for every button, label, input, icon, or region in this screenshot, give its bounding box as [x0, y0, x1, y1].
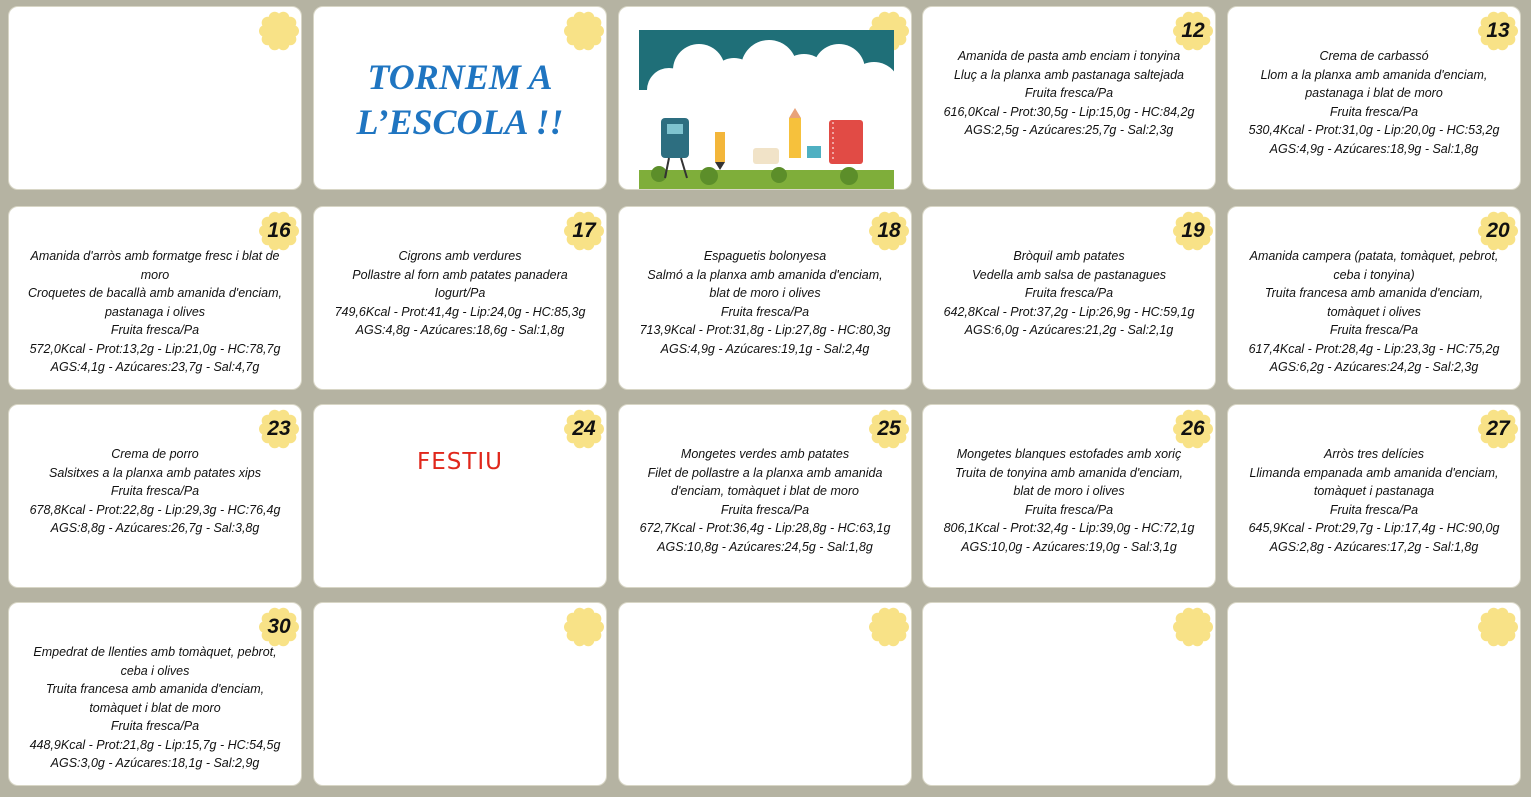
menu-line: pastanaga i blat de moro — [1305, 86, 1443, 100]
menu-line: tomàquet i blat de moro — [89, 700, 221, 715]
day-cell — [1227, 206, 1521, 390]
menu-line: AGS:6,2g - Azúcares:24,2g - Sal:2,3g — [1269, 360, 1479, 374]
menu-line: ceba i tonyina) — [1333, 267, 1415, 282]
day-cell — [618, 206, 912, 390]
day-menu — [1232, 47, 1516, 158]
day-menu — [927, 445, 1211, 556]
day-cell — [618, 404, 912, 588]
menu-line: Croquetes de bacallà amb amanida d'enciam, — [28, 286, 282, 300]
menu-line: Salsitxes a la planxa amb patates xips — [49, 465, 261, 480]
day-cell — [922, 404, 1216, 588]
day-number: 20 — [1486, 219, 1510, 242]
banner-line-2: L’ESCOLA !! — [356, 102, 564, 142]
day-number: 17 — [572, 219, 596, 242]
day-number: 18 — [877, 219, 901, 242]
day-number: 13 — [1486, 19, 1510, 42]
menu-line: Bròquil amb patates — [1013, 249, 1125, 263]
day-cell — [8, 602, 302, 786]
menu-line: moro — [140, 267, 170, 282]
menu-line: Fruita fresca/Pa — [1329, 323, 1419, 337]
menu-line: Mongetes blanques estofades amb xoriç — [956, 447, 1182, 461]
menu-line: 617,4Kcal - Prot:28,4g - Lip:23,3g - HC:75,2g — [1248, 341, 1500, 356]
menu-line: Empedrat de llenties amb tomàquet, pebrot, — [33, 645, 277, 659]
day-menu — [13, 643, 297, 773]
sun-badge-icon — [259, 11, 299, 51]
menu-line: d'enciam, tomàquet i blat de moro — [671, 484, 859, 498]
menu-line: AGS:4,1g - Azúcares:23,7g - Sal:4,7g — [50, 360, 260, 374]
day-menu — [13, 247, 297, 377]
sun-badge-icon — [259, 211, 299, 251]
sun-badge-icon — [1478, 409, 1518, 449]
banner-cell — [313, 6, 607, 190]
menu-line: Pollastre al forn amb patates panadera — [352, 267, 568, 282]
menu-line: 616,0Kcal - Prot:30,5g - Lip:15,0g - HC:84,2g — [943, 104, 1195, 119]
menu-line: AGS:10,8g - Azúcares:24,5g - Sal:1,8g — [657, 539, 873, 554]
day-menu — [927, 47, 1211, 140]
menu-line: Fruita fresca/Pa — [1024, 86, 1114, 100]
day-number: 25 — [877, 417, 901, 440]
holiday-label: FESTIU — [416, 449, 504, 475]
menu-line: Filet de pollastre a la planxa amb amanida — [647, 465, 883, 480]
menu-line: pastanaga i olives — [104, 304, 206, 319]
empty-day-cell — [313, 602, 607, 786]
day-cell — [8, 404, 302, 588]
menu-line: AGS:6,0g - Azúcares:21,2g - Sal:2,1g — [964, 323, 1174, 337]
sun-badge-icon — [1478, 11, 1518, 51]
menu-line: Fruita fresca/Pa — [1329, 502, 1419, 517]
illustration-cell — [618, 6, 912, 190]
empty-day-cell — [1227, 602, 1521, 786]
menu-line: Truita francesa amb amanida d'enciam, — [1264, 286, 1484, 300]
day-menu — [318, 247, 602, 340]
menu-line: 642,8Kcal - Prot:37,2g - Lip:26,9g - HC:59,1g — [943, 304, 1195, 319]
menu-line: 713,9Kcal - Prot:31,8g - Lip:27,8g - HC:80,3g — [639, 323, 891, 337]
menu-line: tomàquet i olives — [1327, 304, 1421, 319]
day-cell — [922, 206, 1216, 390]
sun-badge-icon — [1173, 11, 1213, 51]
menu-line: Fruita fresca/Pa — [110, 719, 200, 733]
day-number: 30 — [267, 615, 291, 638]
day-number: 24 — [572, 417, 596, 440]
day-menu — [927, 247, 1211, 340]
menu-line: tomàquet i pastanaga — [1313, 484, 1435, 498]
sun-badge-icon — [869, 607, 909, 647]
menu-line: 448,9Kcal - Prot:21,8g - Lip:15,7g - HC:54,5g — [29, 737, 281, 752]
sun-badge-icon — [564, 409, 604, 449]
day-number: 26 — [1181, 417, 1205, 440]
menu-line: Amanida campera (patata, tomàquet, pebrot, — [1249, 249, 1499, 263]
day-cell — [1227, 404, 1521, 588]
menu-line: AGS:8,8g - Azúcares:26,7g - Sal:3,8g — [50, 521, 260, 535]
menu-line: Fruita fresca/Pa — [110, 484, 200, 498]
menu-line: AGS:10,0g - Azúcares:19,0g - Sal:3,1g — [961, 539, 1177, 554]
day-number: 23 — [267, 417, 291, 440]
menu-line: Cigrons amb verdures — [398, 249, 522, 263]
menu-line: Amanida de pasta amb enciam i tonyina — [957, 49, 1181, 63]
menu-line: Fruita fresca/Pa — [110, 323, 200, 337]
day-cell — [313, 206, 607, 390]
banner-title — [314, 55, 606, 145]
empty-day-cell — [922, 602, 1216, 786]
sun-badge-icon — [1478, 607, 1518, 647]
sun-badge-icon — [1173, 607, 1213, 647]
menu-line: ceba i olives — [120, 663, 190, 678]
menu-line: Arròs tres delícies — [1323, 447, 1425, 461]
menu-line: AGS:4,9g - Azúcares:19,1g - Sal:2,4g — [660, 341, 870, 356]
menu-line: 645,9Kcal - Prot:29,7g - Lip:17,4g - HC:90,0g — [1248, 521, 1500, 535]
sun-badge-icon — [1478, 211, 1518, 251]
menu-line: Amanida d'arròs amb formatge fresc i blat de — [30, 249, 280, 263]
menu-line: Lluç a la planxa amb pastanaga saltejada — [953, 67, 1185, 82]
menu-line: AGS:4,8g - Azúcares:18,6g - Sal:1,8g — [355, 323, 565, 337]
menu-line: AGS:2,5g - Azúcares:25,7g - Sal:2,3g — [964, 123, 1174, 137]
banner-line-1: TORNEM A — [367, 57, 553, 97]
menu-line: Truita francesa amb amanida d'enciam, — [45, 682, 265, 696]
day-menu — [623, 247, 907, 358]
sun-badge-icon — [259, 409, 299, 449]
day-menu — [1232, 445, 1516, 556]
menu-line: 672,7Kcal - Prot:36,4g - Lip:28,8g - HC:63,1g — [639, 521, 891, 535]
menu-line: Vedella amb salsa de pastanagues — [971, 267, 1167, 282]
sun-badge-icon — [259, 607, 299, 647]
day-menu — [13, 445, 297, 538]
menu-line: AGS:4,9g - Azúcares:18,9g - Sal:1,8g — [1269, 141, 1479, 156]
menu-line: 678,8Kcal - Prot:22,8g - Lip:29,3g - HC:76,4g — [29, 502, 281, 517]
day-number: 27 — [1486, 417, 1510, 440]
day-number: 19 — [1181, 219, 1205, 242]
menu-line: Truita de tonyina amb amanida d'enciam, — [955, 465, 1183, 480]
menu-line: Crema de carbassó — [1319, 49, 1429, 63]
sun-badge-icon — [869, 211, 909, 251]
menu-line: Salmó a la planxa amb amanida d'enciam, — [647, 267, 883, 282]
menu-line: Mongetes verdes amb patates — [680, 447, 850, 461]
menu-line: Fruita fresca/Pa — [1024, 286, 1114, 300]
sun-badge-icon — [1173, 211, 1213, 251]
menu-line: 530,4Kcal - Prot:31,0g - Lip:20,0g - HC:53,2g — [1248, 123, 1500, 137]
day-number: 12 — [1181, 19, 1205, 42]
sun-badge-icon — [564, 211, 604, 251]
menu-line: blat de moro i olives — [709, 286, 821, 300]
menu-line: Llom a la planxa amb amanida d'enciam, — [1260, 67, 1488, 82]
day-number: 16 — [267, 219, 291, 242]
day-menu — [1232, 247, 1516, 377]
day-cell — [922, 6, 1216, 190]
menu-line: blat de moro i olives — [1013, 484, 1125, 498]
sun-badge-icon — [1173, 409, 1213, 449]
menu-line: Fruita fresca/Pa — [720, 502, 810, 517]
menu-line: Fruita fresca/Pa — [1329, 104, 1419, 119]
empty-day-cell — [618, 602, 912, 786]
sun-badge-icon — [564, 11, 604, 51]
menu-line: Espaguetis bolonyesa — [703, 249, 827, 263]
menu-line: Fruita fresca/Pa — [1024, 502, 1114, 517]
sun-badge-icon — [869, 409, 909, 449]
menu-line: Crema de porro — [111, 447, 199, 461]
day-cell — [1227, 6, 1521, 190]
menu-line: Llimanda empanada amb amanida d'enciam, — [1249, 465, 1499, 480]
menu-line: 749,6Kcal - Prot:41,4g - Lip:24,0g - HC:85,3g — [334, 304, 586, 319]
menu-line: 572,0Kcal - Prot:13,2g - Lip:21,0g - HC:78,7g — [29, 341, 281, 356]
menu-line: Fruita fresca/Pa — [720, 304, 810, 319]
sun-badge-icon — [564, 607, 604, 647]
menu-line: AGS:2,8g - Azúcares:17,2g - Sal:1,8g — [1269, 539, 1479, 554]
menu-line: AGS:3,0g - Azúcares:18,1g - Sal:2,9g — [50, 756, 260, 770]
menu-line: Iogurt/Pa — [434, 286, 486, 300]
empty-day-cell — [8, 6, 302, 190]
day-cell — [8, 206, 302, 390]
school-supplies-walking-illustration — [639, 30, 894, 190]
menu-line: 806,1Kcal - Prot:32,4g - Lip:39,0g - HC:72,1g — [943, 521, 1195, 535]
day-menu — [623, 445, 907, 556]
holiday-day-cell — [313, 404, 607, 588]
